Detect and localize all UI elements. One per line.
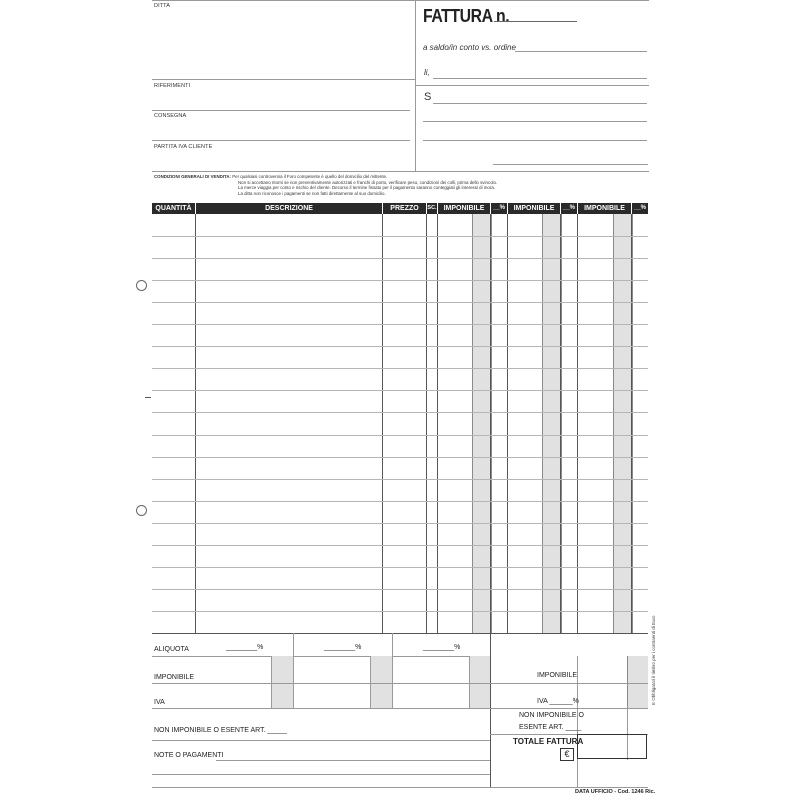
euro-icon: € <box>560 748 574 761</box>
table-row-line <box>152 280 648 281</box>
imponibile-label: IMPONIBILE <box>154 674 195 681</box>
col-perc-3: __% <box>632 203 648 214</box>
footer-code: DATA UFFICIO - Cod. 1246 Ric. <box>575 789 656 795</box>
consegna-label: CONSEGNA <box>154 113 187 119</box>
table-col-divider <box>490 214 491 633</box>
s-line-2[interactable] <box>423 121 647 122</box>
iva-label: IVA <box>154 699 165 706</box>
conditions-title: CONDIZIONI GENERALI DI VENDITA: <box>154 174 231 179</box>
table-row-line <box>152 545 648 546</box>
side-note: E Obbligatori il timbro per i contraenti di Euro <box>651 615 656 705</box>
note-line-2[interactable] <box>152 774 490 775</box>
punch-hole <box>136 505 147 516</box>
table-col-divider <box>382 214 383 633</box>
non-imponibile-line <box>152 740 490 741</box>
summary-divider <box>293 633 294 708</box>
aliquota-slot-3[interactable]: ________% <box>423 644 461 651</box>
saldo-label: a saldo/in conto vs. ordine <box>423 43 516 52</box>
li-label: li, <box>424 68 430 77</box>
col-sconto: SC. <box>427 203 437 214</box>
table-row-line <box>152 258 648 259</box>
iva-line <box>152 708 490 709</box>
fattura-title: FATTURA n. <box>423 6 510 26</box>
table-row-line <box>152 435 648 436</box>
col-prezzo: PREZZO <box>383 203 426 214</box>
imponibile-1-grey-column <box>472 214 492 633</box>
ditta-label: DITTA <box>154 3 170 9</box>
summary-bottom-border <box>152 787 648 788</box>
table-col-divider <box>560 214 561 633</box>
col-perc-2: __% <box>561 203 577 214</box>
col-imponibile-1: IMPONIBILE <box>438 203 490 214</box>
s-line-3[interactable] <box>423 140 647 141</box>
ditta-bottom-line <box>152 79 415 80</box>
table-col-divider <box>631 214 632 633</box>
li-line[interactable] <box>433 78 647 79</box>
imponibile-2-grey-column <box>542 214 562 633</box>
note-label: NOTE O PAGAMENTI <box>154 752 224 759</box>
table-row-line <box>152 567 648 568</box>
table-row-line <box>152 236 648 237</box>
consegna-line <box>152 140 410 141</box>
imponibile-line <box>152 683 490 684</box>
table-row-line <box>152 589 648 590</box>
summary-grey-3 <box>469 656 490 708</box>
table-row-line <box>152 479 648 480</box>
table-row-line <box>152 390 648 391</box>
table-row-line <box>152 501 648 502</box>
summary-divider <box>392 633 393 708</box>
partita-iva-label: PARTITA IVA CLIENTE <box>154 144 213 150</box>
right-non-imponibile-2: ESENTE ART. ____ <box>519 724 582 731</box>
conditions-line-2: Non si accettano ritorni se non preventivamente autorizzati e franchi di porto, verificare peso, condizioni dei colli, prima dello svincolo. <box>238 179 498 185</box>
table-row-line <box>152 611 648 612</box>
table-col-divider <box>426 214 427 633</box>
note-line-1[interactable] <box>216 760 490 761</box>
s-line-1[interactable] <box>433 103 647 104</box>
totale-fattura-box[interactable] <box>577 734 647 759</box>
summary-grey-1 <box>271 656 293 708</box>
col-imponibile-2: IMPONIBILE <box>508 203 560 214</box>
table-row-line <box>152 412 648 413</box>
riferimenti-label: RIFERIMENTI <box>154 83 191 89</box>
li-box-top <box>416 85 649 86</box>
conditions-block <box>154 174 497 196</box>
non-imponibile-label: NON IMPONIBILE O ESENTE ART. _____ <box>154 727 287 734</box>
table-row-line <box>152 302 648 303</box>
saldo-line[interactable] <box>515 51 647 52</box>
totale-fattura-label: TOTALE FATTURA <box>513 737 584 746</box>
summary-grey-2 <box>370 656 392 708</box>
col-perc-1: __% <box>491 203 507 214</box>
riferimenti-line <box>152 110 410 111</box>
col-imponibile-3: IMPONIBILE <box>578 203 631 214</box>
table-col-divider <box>195 214 196 633</box>
table-col-divider <box>507 214 508 633</box>
table-row-line <box>152 523 648 524</box>
table-row-line <box>152 368 648 369</box>
imponibile-3-grey-column <box>613 214 633 633</box>
summary-right-divider <box>490 633 491 787</box>
top-border <box>152 0 649 1</box>
s-line-4[interactable] <box>493 164 648 165</box>
aliquota-slot-2[interactable]: ________% <box>324 644 362 651</box>
conditions-line-1: Per qualsiasi controversia il Foro competente è quello del domicilio del mittente. <box>232 174 388 179</box>
right-iva-line <box>490 708 648 709</box>
right-imponibile-label: IMPONIBILE <box>537 672 578 679</box>
table-row-line <box>152 457 648 458</box>
right-iva-label: IVA ______% <box>537 698 579 705</box>
aliquota-label: ALIQUOTA <box>154 646 189 653</box>
table-bottom-border <box>152 633 648 634</box>
header-bottom-border <box>152 171 649 172</box>
table-row-line <box>152 346 648 347</box>
fattura-number-line[interactable] <box>494 21 577 22</box>
punch-hole <box>136 280 147 291</box>
conditions-line-4: La ditta non riconosce i pagamenti se non fatti direttamente al suo domicilio. <box>238 190 386 196</box>
fold-mark <box>145 397 151 398</box>
right-summary-grey <box>627 656 648 708</box>
col-descrizione: DESCRIZIONE <box>196 203 382 214</box>
right-imponibile-line <box>490 683 648 684</box>
table-col-divider <box>577 214 578 633</box>
right-summary-divider <box>577 656 578 787</box>
aliquota-bottom-line <box>152 656 490 657</box>
right-non-imponibile-1: NON IMPONIBILE O <box>519 712 584 719</box>
s-label: S <box>424 91 432 103</box>
conditions-line-3: La merce viaggia per conto e rischio del cliente. Decorso il termine fissato per il pagamento saranno conteggiati gli interessi di mora. <box>238 185 495 191</box>
aliquota-slot-1[interactable]: ________% <box>226 644 264 651</box>
table-row-line <box>152 324 648 325</box>
table-col-divider <box>437 214 438 633</box>
col-quantita: QUANTITÀ <box>152 203 195 214</box>
